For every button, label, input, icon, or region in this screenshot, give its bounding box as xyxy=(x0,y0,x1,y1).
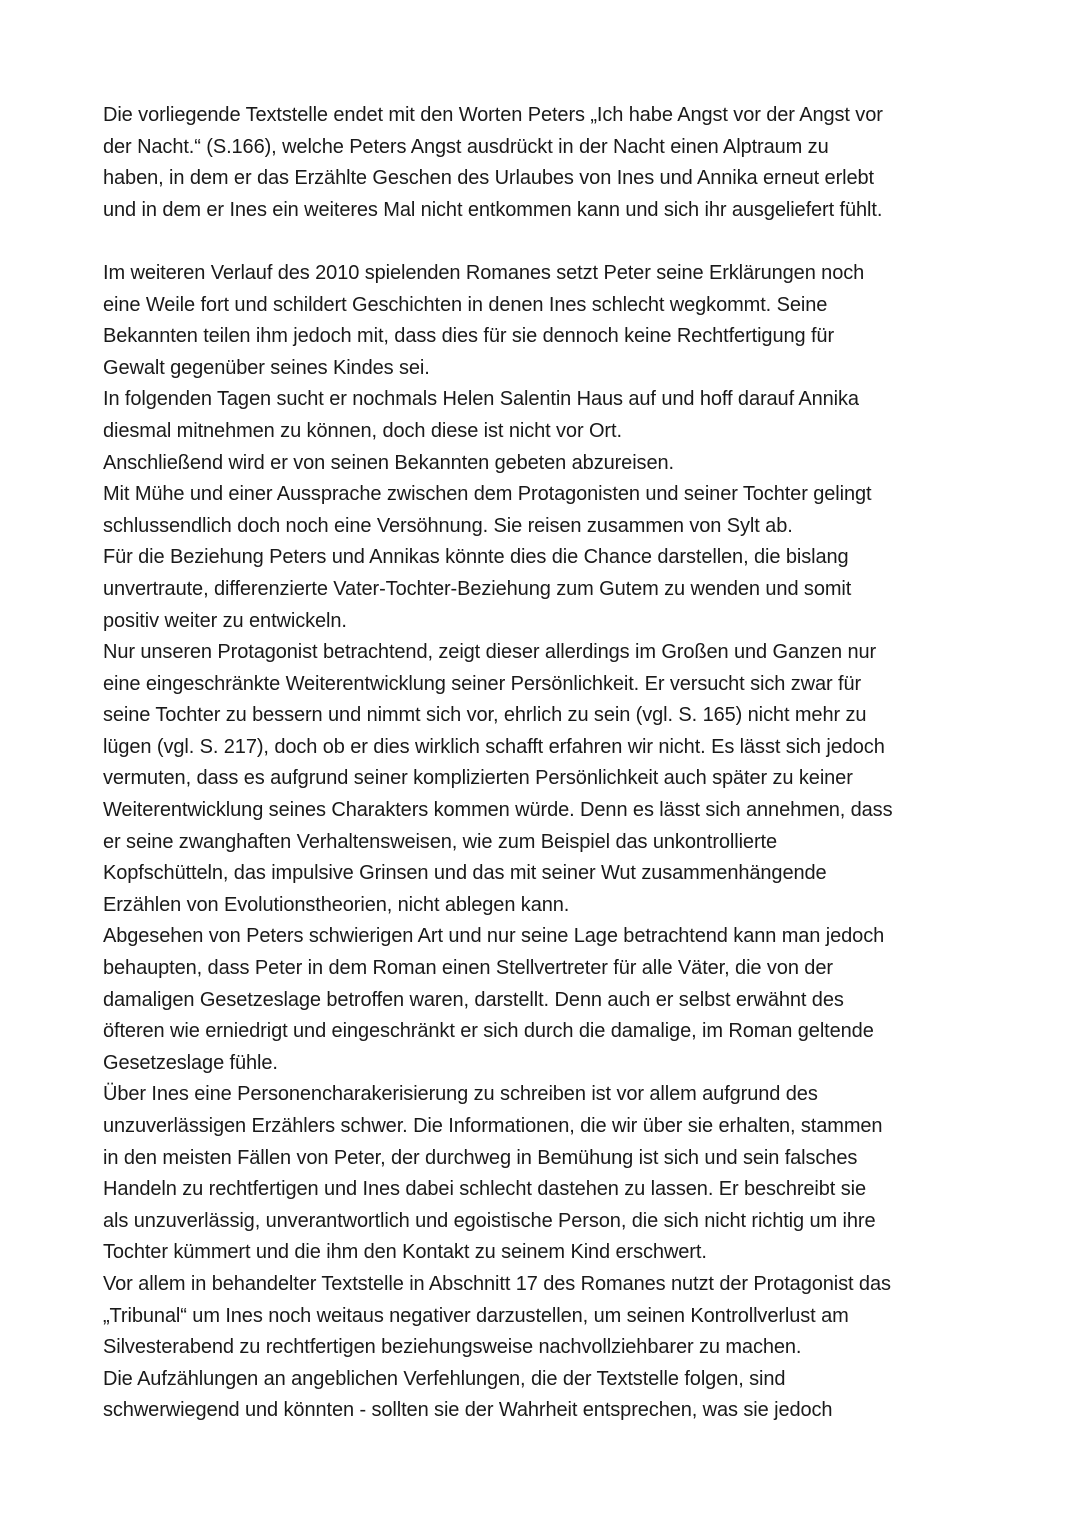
text-line: Anschließend wird er von seinen Bekannten gebeten abzureisen. xyxy=(103,451,674,474)
text-line: in den meisten Fällen von Peter, der durchweg in Bemühung ist sich und sein falsches xyxy=(103,1146,858,1169)
text-line: haben, in dem er das Erzählte Geschen des Urlaubes von Ines und Annika erneut erlebt xyxy=(103,167,874,190)
text-line: unvertraute, differenzierte Vater-Tochter-Beziehung zum Gutem zu wenden und somit xyxy=(103,577,852,600)
text-line: positiv weiter zu entwickeln. xyxy=(103,609,347,632)
text-line: Gesetzeslage fühle. xyxy=(103,1051,278,1074)
text-line: Handeln zu rechtfertigen und Ines dabei schlecht dastehen zu lassen. Er beschreibt sie xyxy=(103,1178,866,1201)
document-page xyxy=(103,100,1003,1427)
text-line: damaligen Gesetzeslage betroffen waren, darstellt. Denn auch er selbst erwähnt des xyxy=(103,988,844,1011)
text-line: er seine zwanghaften Verhaltensweisen, wie zum Beispiel das unkontrollierte xyxy=(103,830,777,853)
text-line: Bekannten teilen ihm jedoch mit, dass dies für sie dennoch keine Rechtfertigung für xyxy=(103,325,835,348)
text-line: Kopfschütteln, das impulsive Grinsen und das mit seiner Wut zusammenhängende xyxy=(103,862,827,885)
text-line: und in dem er Ines ein weiteres Mal nicht entkommen kann und sich ihr ausgeliefert fühlt. xyxy=(103,198,883,221)
text-line: Tochter kümmert und die ihm den Kontakt zu seinem Kind erschwert. xyxy=(103,1241,707,1264)
text-line: Vor allem in behandelter Textstelle in Abschnitt 17 des Romanes nutzt der Protagonist das xyxy=(103,1272,891,1295)
text-line: schwerwiegend und könnten - sollten sie der Wahrheit entsprechen, was sie jedoch xyxy=(103,1399,833,1422)
text-line: Die vorliegende Textstelle endet mit den Worten Peters „Ich habe Angst vor der Angst vor xyxy=(103,104,883,126)
text-line: lügen (vgl. S. 217), doch ob er dies wirklich schafft erfahren wir nicht. Es lässt sich jedoch xyxy=(103,735,885,758)
text-line: In folgenden Tagen sucht er nochmals Helen Salentin Haus auf und hoff darauf Annika xyxy=(103,388,859,411)
paragraph-gap xyxy=(103,226,1003,258)
text-line: vermuten, dass es aufgrund seiner komplizierten Persönlichkeit auch später zu keiner xyxy=(103,767,853,790)
text-line: Weiterentwicklung seines Charakters kommen würde. Denn es lässt sich annehmen, dass xyxy=(103,799,893,822)
text-line: unzuverlässigen Erzählers schwer. Die Informationen, die wir über sie erhalten, stammen xyxy=(103,1115,883,1137)
text-line: öfteren wie erniedrigt und eingeschränkt er sich durch die damalige, im Roman geltende xyxy=(103,1020,874,1043)
paragraph-body xyxy=(103,258,1003,1427)
paragraph-intro xyxy=(103,100,1003,226)
text-line: Die Aufzählungen an angeblichen Verfehlungen, die der Textstelle folgen, sind xyxy=(103,1367,786,1390)
text-line: diesmal mitnehmen zu können, doch diese ist nicht vor Ort. xyxy=(103,419,622,442)
text-line: Über Ines eine Personencharakerisierung zu schreiben ist vor allem aufgrund des xyxy=(103,1083,818,1106)
text-line: als unzuverlässig, unverantwortlich und egoistische Person, die sich nicht richtig um ihre xyxy=(103,1209,876,1232)
text-line: der Nacht.“ (S.166), welche Peters Angst ausdrückt in der Nacht einen Alptraum zu xyxy=(103,135,829,158)
text-line: Silvesterabend zu rechtfertigen beziehungsweise nachvollziehbarer zu machen. xyxy=(103,1336,802,1359)
text-line: behaupten, dass Peter in dem Roman einen Stellvertreter für alle Väter, die von der xyxy=(103,957,833,980)
text-line: Nur unseren Protagonist betrachtend, zeigt dieser allerdings im Großen und Ganzen nur xyxy=(103,641,877,664)
text-line: eine eingeschränkte Weiterentwicklung seiner Persönlichkeit. Er versucht sich zwar für xyxy=(103,672,862,695)
text-line: Abgesehen von Peters schwierigen Art und nur seine Lage betrachtend kann man jedoch xyxy=(103,925,885,948)
text-line: seine Tochter zu bessern und nimmt sich vor, ehrlich zu sein (vgl. S. 165) nicht mehr zu xyxy=(103,704,867,727)
text-line: Gewalt gegenüber seines Kindes sei. xyxy=(103,356,430,379)
text-line: Für die Beziehung Peters und Annikas könnte dies die Chance darstellen, die bislang xyxy=(103,546,849,569)
text-line: Im weiteren Verlauf des 2010 spielenden Romanes setzt Peter seine Erklärungen noch xyxy=(103,261,865,284)
text-line: schlussendlich doch noch eine Versöhnung. Sie reisen zusammen von Sylt ab. xyxy=(103,514,793,537)
text-line: „Tribunal“ um Ines noch weitaus negativer darzustellen, um seinen Kontrollverlust am xyxy=(103,1304,849,1327)
text-line: Erzählen von Evolutionstheorien, nicht ablegen kann. xyxy=(103,893,570,916)
text-line: eine Weile fort und schildert Geschichten in denen Ines schlecht wegkommt. Seine xyxy=(103,293,828,316)
text-line: Mit Mühe und einer Aussprache zwischen dem Protagonisten und seiner Tochter gelingt xyxy=(103,483,872,506)
